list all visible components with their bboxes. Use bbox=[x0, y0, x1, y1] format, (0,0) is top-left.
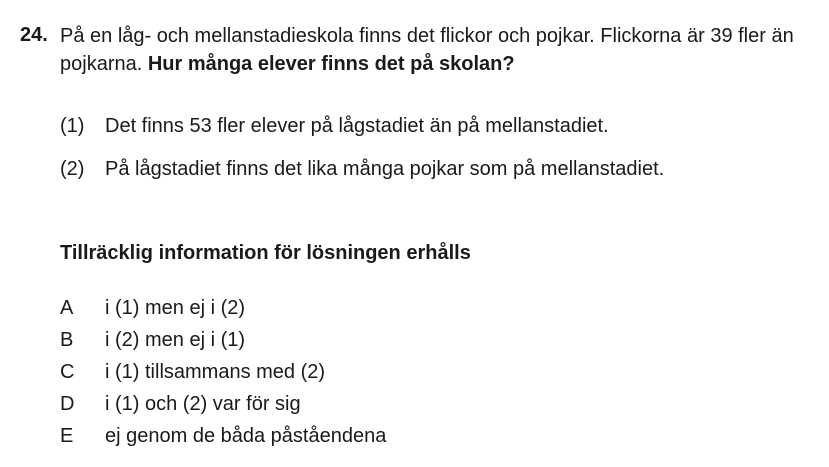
option-d bbox=[60, 391, 301, 417]
option-d-text: i (1) och (2) var för sig bbox=[105, 393, 301, 415]
option-a-text: i (1) men ej i (2) bbox=[105, 297, 246, 319]
option-b bbox=[60, 327, 245, 353]
question-text-plain: På en låg- och mellanstadieskola finns det flickor och pojkar. Flickorna är 39 fler än pojkarna. bbox=[60, 25, 794, 75]
option-c bbox=[60, 359, 325, 385]
statement-1 bbox=[60, 113, 609, 139]
statement-2-text: På lågstadiet finns det lika många pojkar som på mellanstadiet. bbox=[105, 158, 665, 180]
statement-2 bbox=[60, 156, 664, 182]
option-e bbox=[60, 423, 386, 449]
option-b-letter: B bbox=[60, 329, 74, 351]
statement-1-text: Det finns 53 fler elever på lågstadiet än på mellanstadiet. bbox=[105, 115, 609, 137]
question-text bbox=[60, 22, 820, 78]
option-a bbox=[60, 295, 245, 321]
option-c-text: i (1) tillsammans med (2) bbox=[105, 361, 326, 383]
question-text-bold: Hur många elever finns det på skolan? bbox=[147, 53, 515, 75]
option-d-letter: D bbox=[60, 393, 75, 415]
option-e-text: ej genom de båda påståendena bbox=[105, 425, 387, 447]
answer-subheading: Tillräcklig information för lösningen erhålls bbox=[60, 242, 471, 264]
option-a-letter: A bbox=[60, 297, 74, 319]
statement-2-number: (2) bbox=[60, 158, 85, 180]
question-number: 24. bbox=[20, 24, 48, 46]
option-c-letter: C bbox=[60, 361, 75, 383]
option-b-text: i (2) men ej i (1) bbox=[105, 329, 246, 351]
statement-1-number: (1) bbox=[60, 115, 85, 137]
option-e-letter: E bbox=[60, 425, 74, 447]
